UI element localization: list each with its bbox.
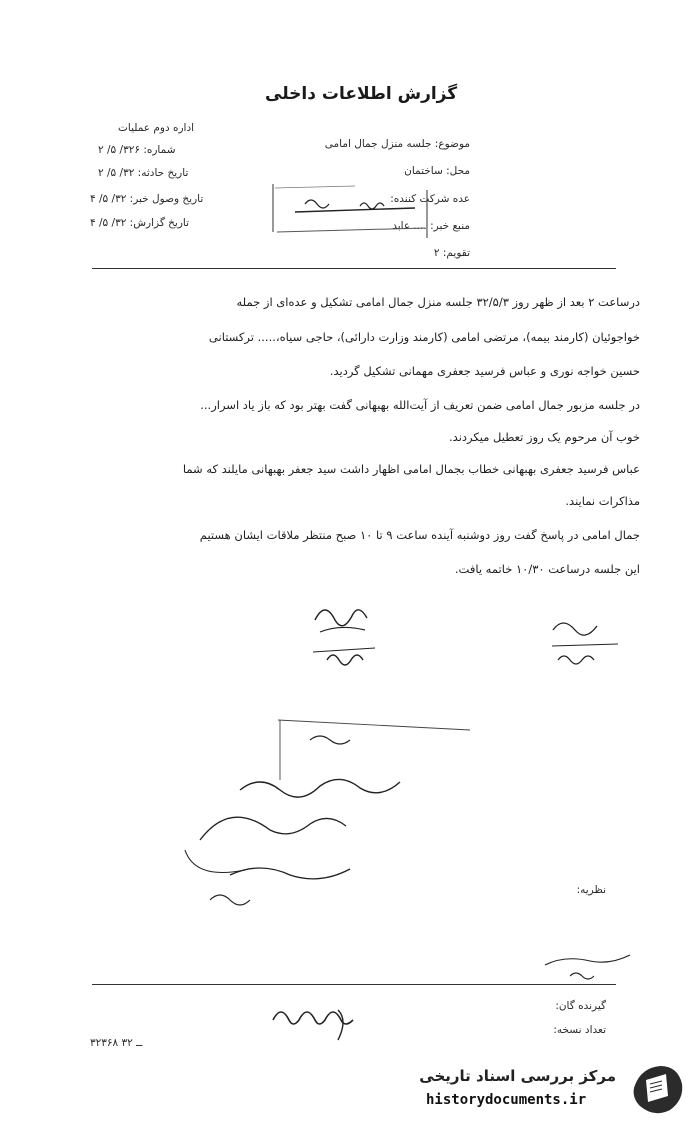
header-calendar: تقویم: ۲ <box>433 247 470 259</box>
hd-logo-icon <box>628 1062 686 1116</box>
recipient-label: گیرنده گان: <box>555 1000 606 1012</box>
body-line-6: عباس فرسید جعفری بهبهانی خطاب بجمال امامی اظهار داشت سید جعفر بهبهانی مایلند که شما <box>182 462 640 476</box>
handwritten-signature-center <box>305 590 385 680</box>
header-event-date: تاریخ حادثه: ۳۲/ ۵/ ۲ <box>98 167 189 179</box>
bottom-divider <box>92 984 616 985</box>
result-label: نظریه: <box>576 884 606 896</box>
header-source: منبع خبر: .... عابد <box>392 220 470 232</box>
body-line-7: مذاکرات نمایند. <box>565 494 640 508</box>
copies-label: تعداد نسخه: <box>553 1024 606 1036</box>
handwritten-bottom-mark <box>540 940 635 985</box>
body-line-9: این جلسه درساعت ۱۰/۳۰ خاتمه یافت. <box>454 562 640 576</box>
handwritten-large-number <box>268 1000 368 1045</box>
handwritten-annotation-block <box>170 710 470 910</box>
header-stamp <box>265 182 435 242</box>
report-title: گزارش اطلاعات داخلی <box>265 84 458 104</box>
header-number: شماره: ۳۲۶/ ۵/ ۲ <box>98 144 176 156</box>
body-line-1: درساعت ۲ بعد از ظهر روز ۳۲/۵/۳ جلسه منزل جمال امامی تشکیل و عده‌ای از جمله <box>236 295 640 309</box>
header-received-date: تاریخ وصول خبر: ۳۲/ ۵/ ۴ <box>90 193 204 205</box>
header-department: اداره دوم عملیات <box>118 122 195 134</box>
header-report-date: تاریخ گزارش: ۳۲/ ۵/ ۴ <box>90 217 190 229</box>
header-location: محل: ساختمان <box>404 165 470 177</box>
header-subject: موضوع: جلسه منزل جمال امامی <box>324 138 470 150</box>
body-line-2: خواجوئیان (کارمند بیمه)، مرتضی امامی (کارمند وزارت دارائی)، حاجی سیاه،..... ترکستانی <box>208 330 640 344</box>
body-line-3: حسین خواجه نوری و عباس فرسید جعفری مهمانی تشکیل گردید. <box>329 364 640 378</box>
body-line-5: خوب آن مرحوم یک روز تعطیل میکردند. <box>449 430 640 444</box>
body-line-4: در جلسه مزبور جمال امامی ضمن تعریف از آیت‌الله بهبهانی گفت بهتر بود که باز یاد اسرار... <box>200 398 640 412</box>
footer-url[interactable]: historydocuments.ir <box>426 1092 587 1108</box>
body-line-8: جمال امامی در پاسخ گفت روز دوشنبه آینده ساعت ۹ تا ۱۰ صبح منتظر ملاقات ایشان هستیم <box>199 528 640 542</box>
handwritten-mark-right <box>548 610 628 670</box>
header-divider <box>92 268 616 269</box>
footer-org-name: مرکز بررسی اسناد تاریخی <box>419 1067 616 1085</box>
document-code: ۳۲۳۶۸ ــ ۳۲ <box>90 1037 143 1049</box>
header-attendees: عده شرکت کننده: <box>390 193 470 205</box>
